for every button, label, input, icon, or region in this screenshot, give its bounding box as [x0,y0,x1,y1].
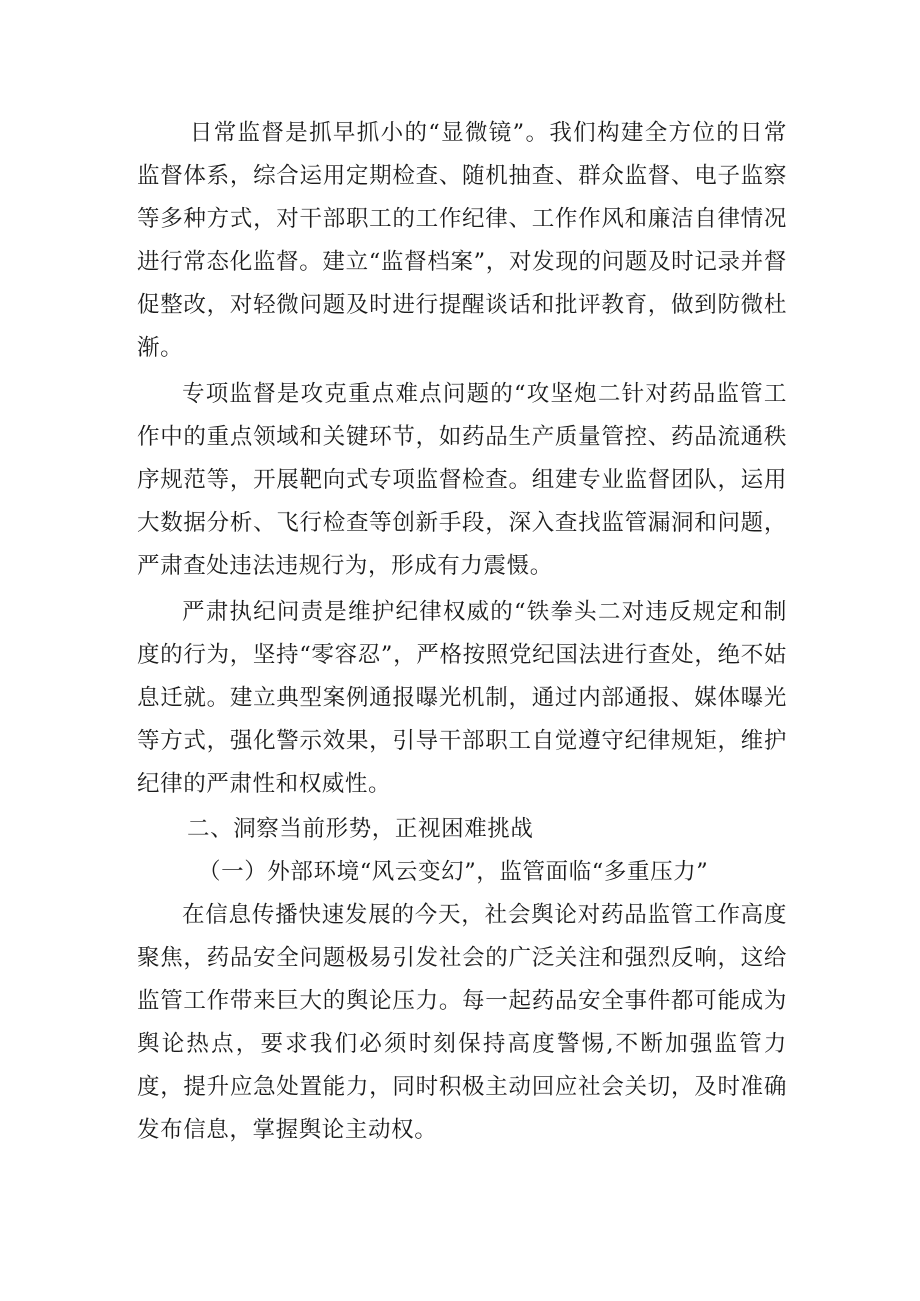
paragraph-discipline-accountability: 严肃执纪问责是维护纪律权威的“铁拳头二对违反规定和制度的行为，坚持“零容忍”，严格按照党纪国法进行查处，绝不姑息迁就。建立典型案例通报曝光机制，通过内部通报、媒体曝光等方式，强化警示效果，引导干部职工自觉遵守纪律规矩，维护纪律的严肃性和权威性。 [137,599,787,797]
paragraph-special-supervision: 专项监督是攻克重点难点问题的“攻坚炮二针对药品监管工作中的重点领域和关键环节，如药品生产质量管控、药品流通秩序规范等，开展靶向式专项监督检查。组建专业监督团队，运用大数据分析、飞行检查等创新手段，深入查找监管漏洞和问题，严肃查处违法违规行为，形成有力震慑。 [137,381,787,579]
section-heading: 二、洞察当前形势，正视困难挑战 [187,816,534,842]
paragraph-daily-supervision: 日常监督是抓早抓小的“显微镜”。我们构建全方位的日常监督体系，综合运用定期检查、随机抽查、群众监督、电子监察等多种方式，对干部职工的工作纪律、工作作风和廉洁自律情况进行常态化监督。建立“监督档案”，对发现的问题及时记录并督促整改，对轻微问题及时进行提醒谈话和批评教育，做到防微杜渐。 [137,120,787,361]
paragraph-external-environment: 在信息传播快速发展的今天，社会舆论对药品监管工作高度聚焦，药品安全问题极易引发社会的广泛关注和强烈反响，这给监管工作带来巨大的舆论压力。每一起药品安全事件都可能成为舆论热点，要求我们必须时刻保持高度警惕,不断加强监管力度，提升应急处置能力，同时积极主动回应社会关切，及时准确发布信息，掌握舆论主动权。 [137,902,787,1143]
subsection-heading: （一）外部环境“风云变幻”，监管面临“多重压力” [198,859,709,885]
